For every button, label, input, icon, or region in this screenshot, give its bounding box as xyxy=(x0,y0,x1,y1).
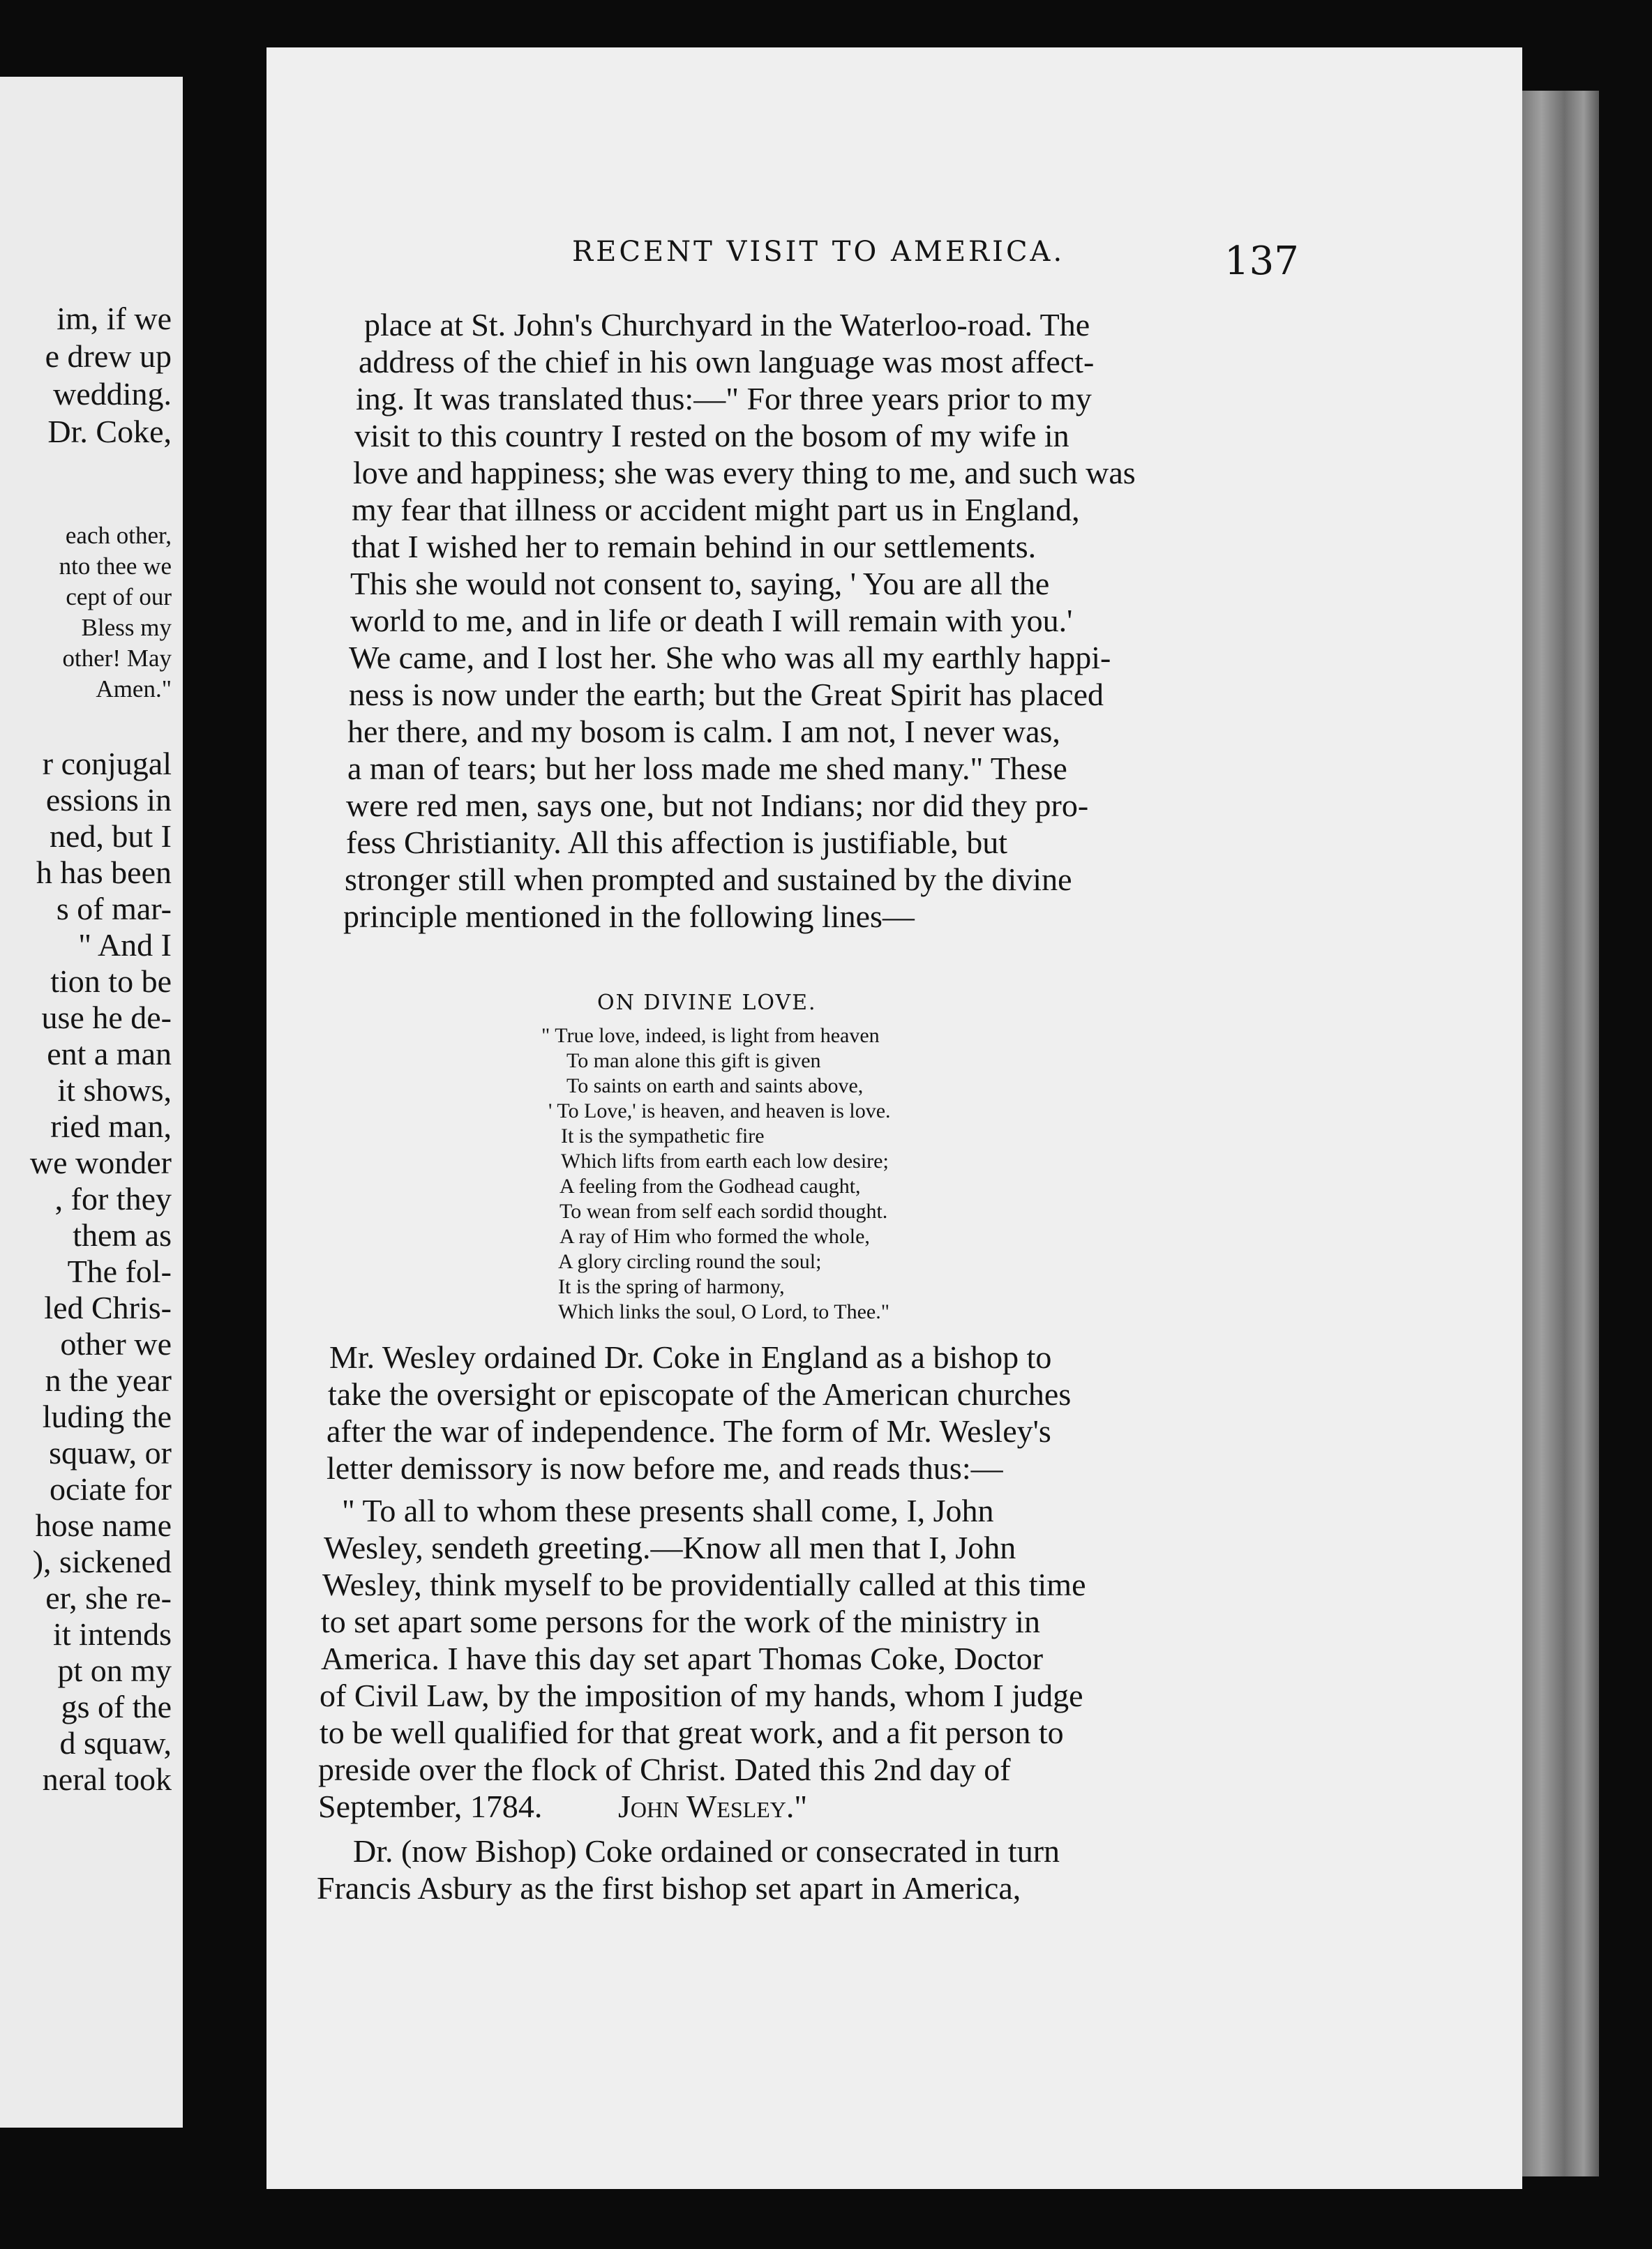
body-text-line: love and happiness; she was every thing to me, and such was xyxy=(353,455,1136,490)
body-text-line: after the war of independence. The form of Mr. Wesley's xyxy=(326,1413,1051,1449)
poem-line: ' To Love,' is heaven, and heaven is love. xyxy=(548,1099,891,1122)
signature: John Wesley." xyxy=(618,1789,808,1824)
left-page-line: h has been xyxy=(36,855,172,890)
body-text-line: fess Christianity. All this affection is justifiable, but xyxy=(346,825,1008,860)
body-text-line: " To all to whom these presents shall come, I, John xyxy=(342,1493,994,1528)
running-head: RECENT VISIT TO AMERICA. xyxy=(572,236,1065,268)
poem-line: A ray of Him who formed the whole, xyxy=(560,1225,870,1248)
poem-line: Which links the soul, O Lord, to Thee." xyxy=(558,1300,889,1323)
body-text-line: ness is now under the earth; but the Great Spirit has placed xyxy=(349,677,1104,712)
left-page-line: gs of the xyxy=(61,1689,172,1724)
body-text-line: This she would not consent to, saying, ' You are all the xyxy=(350,566,1050,601)
left-page-line: wedding. xyxy=(53,376,172,412)
left-page-line: Amen." xyxy=(96,675,172,702)
body-text-line: America. I have this day set apart Thomas Coke, Doctor xyxy=(321,1641,1044,1676)
body-text-line: place at St. John's Churchyard in the Waterloo-road. The xyxy=(364,307,1090,343)
body-text-line: September, 1784. xyxy=(318,1789,543,1824)
left-page-line: luding the xyxy=(42,1399,172,1434)
left-page-line: essions in xyxy=(45,782,172,818)
poem-line: It is the sympathetic fire xyxy=(561,1124,765,1148)
left-page-line: them as xyxy=(73,1217,172,1253)
poem-line: A glory circling round the soul; xyxy=(558,1250,822,1273)
body-text-line: Wesley, sendeth greeting.—Know all men that I, John xyxy=(324,1530,1016,1565)
poem-line: To man alone this gift is given xyxy=(566,1049,821,1072)
left-page-line: hose name xyxy=(35,1507,172,1543)
left-page-line: tion to be xyxy=(50,963,172,999)
body-text-line: my fear that illness or accident might part us in England, xyxy=(352,492,1080,527)
body-text-line: world to me, and in life or death I will remain with you.' xyxy=(350,603,1073,638)
body-text-line: Dr. (now Bishop) Coke ordained or consecrated in turn xyxy=(353,1833,1060,1869)
body-text-line: visit to this country I rested on the bosom of my wife in xyxy=(354,418,1069,453)
left-page-line: ociate for xyxy=(50,1471,172,1507)
left-page-line: s of mar- xyxy=(56,891,172,926)
left-page-line: ried man, xyxy=(50,1108,172,1144)
left-page-line: Bless my xyxy=(81,614,172,641)
left-page-line: , for they xyxy=(54,1181,172,1217)
left-page-line: neral took xyxy=(42,1761,172,1797)
left-page-line: other! May xyxy=(62,645,172,672)
left-page-line: d squaw, xyxy=(59,1725,172,1761)
body-text-line: We came, and I lost her. She who was all my earthly happi- xyxy=(349,640,1111,675)
left-page-line: cept of our xyxy=(66,583,172,610)
left-page-line: led Chris- xyxy=(44,1290,172,1325)
left-page-line: er, she re- xyxy=(45,1580,172,1616)
body-text-line: ing. It was translated thus:—" For three years prior to my xyxy=(356,381,1092,416)
book-gutter xyxy=(183,42,266,2162)
left-page-line: other we xyxy=(60,1326,172,1362)
poem-title: ON DIVINE LOVE. xyxy=(597,991,817,1015)
left-page-line: im, if we xyxy=(57,301,172,336)
left-page-line: Dr. Coke, xyxy=(47,414,172,449)
left-page-line: we wonder xyxy=(29,1145,172,1180)
body-text-line: of Civil Law, by the imposition of my hands, whom I judge xyxy=(320,1678,1083,1713)
left-page-line: The fol- xyxy=(67,1254,172,1289)
body-text-line: her there, and my bosom is calm. I am not, I never was, xyxy=(347,714,1060,749)
body-text-line: Francis Asbury as the first bishop set apart in America, xyxy=(317,1870,1021,1906)
body-text-line: principle mentioned in the following lines— xyxy=(343,898,915,934)
body-text-line: Mr. Wesley ordained Dr. Coke in England as a bishop to xyxy=(329,1339,1052,1375)
poem-line: To wean from self each sordid thought. xyxy=(560,1200,888,1223)
page-number: 137 xyxy=(1224,239,1299,284)
body-text-line: take the oversight or episcopate of the American churches xyxy=(328,1376,1072,1412)
page-edge xyxy=(1522,91,1599,2176)
left-page-line: ent a man xyxy=(47,1036,172,1071)
left-page-line: r conjugal xyxy=(42,746,172,781)
poem-line: Which lifts from earth each low desire; xyxy=(561,1150,889,1173)
body-text-line: were red men, says one, but not Indians; nor did they pro- xyxy=(346,788,1089,823)
poem-line: A feeling from the Godhead caught, xyxy=(560,1175,861,1198)
left-page-line: squaw, or xyxy=(49,1435,172,1470)
poem-line: " True love, indeed, is light from heaven xyxy=(541,1024,880,1047)
left-page-line: pt on my xyxy=(57,1653,172,1688)
left-page-line: it intends xyxy=(53,1616,172,1652)
left-page-line: each other, xyxy=(65,522,172,549)
body-text-line: stronger still when prompted and sustained by the divine xyxy=(345,862,1072,897)
left-page-line: nto thee we xyxy=(59,552,172,580)
body-text-line: Wesley, think myself to be providentially called at this time xyxy=(322,1567,1086,1602)
body-text-line: a man of tears; but her loss made me shed many." These xyxy=(347,751,1067,786)
body-text-line: preside over the flock of Christ. Dated this 2nd day of xyxy=(318,1752,1011,1787)
body-text-line: letter demissory is now before me, and reads thus:— xyxy=(326,1450,1003,1486)
body-text-line: that I wished her to remain behind in our settlements. xyxy=(352,529,1037,564)
left-page-line: ned, but I xyxy=(49,818,172,854)
left-page-line: use he de- xyxy=(41,1000,172,1035)
poem-line: To saints on earth and saints above, xyxy=(566,1074,864,1097)
body-text-line: address of the chief in his own language was most affect- xyxy=(359,344,1095,379)
left-page-line: n the year xyxy=(45,1362,172,1398)
left-page xyxy=(0,77,183,2128)
left-page-line: ), sickened xyxy=(32,1544,172,1579)
left-page-line: it shows, xyxy=(57,1072,172,1108)
body-text-line: to be well qualified for that great work, and a fit person to xyxy=(320,1715,1064,1750)
left-page-line: " And I xyxy=(78,927,172,963)
body-text-line: to set apart some persons for the work of the ministry in xyxy=(321,1604,1040,1639)
left-page-line: e drew up xyxy=(45,338,172,374)
poem-line: It is the spring of harmony, xyxy=(558,1275,785,1298)
